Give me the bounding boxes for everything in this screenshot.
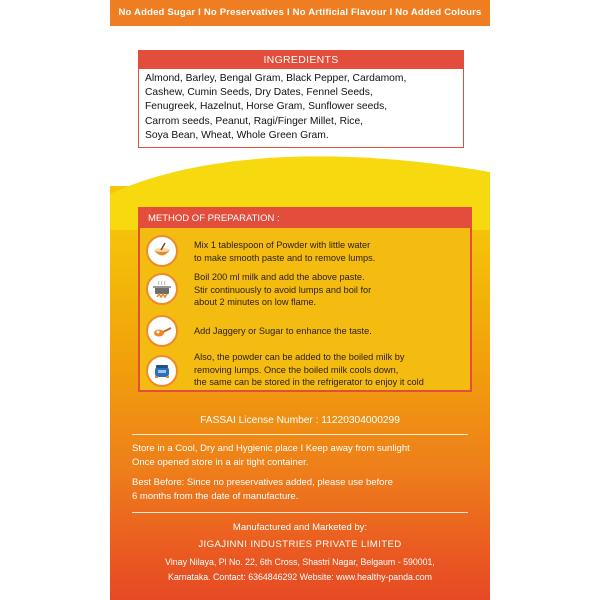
- divider: [132, 512, 468, 513]
- ingredients-title: INGREDIENTS: [139, 51, 463, 69]
- step-text: [194, 239, 466, 264]
- top-banner: [110, 0, 490, 26]
- best-before-line: Best Before: Since no preservatives added, please use before: [132, 477, 393, 488]
- fassai-license: FASSAI License Number : 11220304000299: [200, 415, 400, 426]
- company-address: [110, 555, 490, 585]
- ingredients-line: Carrom seeds, Peanut, Ragi/Finger Millet, Rice,: [145, 115, 364, 127]
- ingredients-line: Cashew, Cumin Seeds, Dry Dates, Fennel Seeds,: [145, 87, 373, 99]
- ingredients-line: Soya Bean, Wheat, Whole Green Gram.: [145, 129, 329, 141]
- step-line: the same can be stored in the refrigerator to enjoy it cold: [194, 377, 424, 387]
- mixing-bowl-icon: [146, 235, 178, 267]
- ingredients-box: [138, 50, 464, 148]
- best-before: [132, 476, 482, 503]
- step-text: [194, 351, 466, 389]
- spoon-icon: [146, 315, 178, 347]
- refrigerator-container-icon: [146, 355, 178, 387]
- divider: [132, 434, 468, 435]
- step-line: removing lumps. Once the boiled milk cools down,: [194, 364, 399, 375]
- storage-instructions: [132, 442, 482, 469]
- step-text: [194, 271, 466, 309]
- step-line: Mix 1 tablespoon of Powder with little water: [194, 240, 371, 250]
- ingredients-line: Fenugreek, Hazelnut, Horse Gram, Sunflower seeds,: [145, 101, 388, 113]
- ingredients-list: [139, 69, 463, 143]
- step-text: [194, 325, 466, 338]
- boiling-pot-icon: [146, 273, 178, 305]
- step-line: Boil 200 ml milk and add the above paste.: [194, 272, 365, 282]
- step-line: Add Jaggery or Sugar to enhance the taste.: [194, 326, 372, 336]
- storage-line: Store in a Cool, Dry and Hygienic place I Keep away from sunlight: [132, 443, 410, 454]
- banner-text: No Added Sugar I No Preservatives I No Artificial Flavour I No Added Colours: [118, 7, 482, 18]
- manufacturer-label: Manufactured and Marketed by:: [232, 522, 368, 533]
- ingredients-line: Almond, Barley, Bengal Gram, Black Pepper, Cardamom,: [145, 73, 407, 84]
- address-line: Vinay Nilaya, Pl No. 22, 6th Cross, Shastri Nagar, Belgaum - 590001,: [165, 557, 435, 567]
- company-name: JIGAJINNI INDUSTRIES PRIVATE LIMITED: [198, 539, 402, 550]
- step-line: about 2 minutes on low flame.: [194, 297, 317, 307]
- method-box: [138, 207, 472, 392]
- step-line: Also, the powder can be added to the boiled milk by: [194, 352, 405, 362]
- address-line: Karnataka. Contact: 6364846292 Website: www.healthy-panda.com: [168, 572, 432, 582]
- storage-line: Once opened store in a air tight container.: [132, 456, 309, 468]
- step-line: Stir continuously to avoid lumps and boil for: [194, 284, 372, 295]
- best-before-line: 6 months from the date of manufacture.: [132, 490, 299, 502]
- product-label-panel: [110, 0, 490, 600]
- method-title: METHOD OF PREPARATION :: [140, 209, 470, 228]
- step-line: to make smooth paste and to remove lumps.: [194, 252, 376, 263]
